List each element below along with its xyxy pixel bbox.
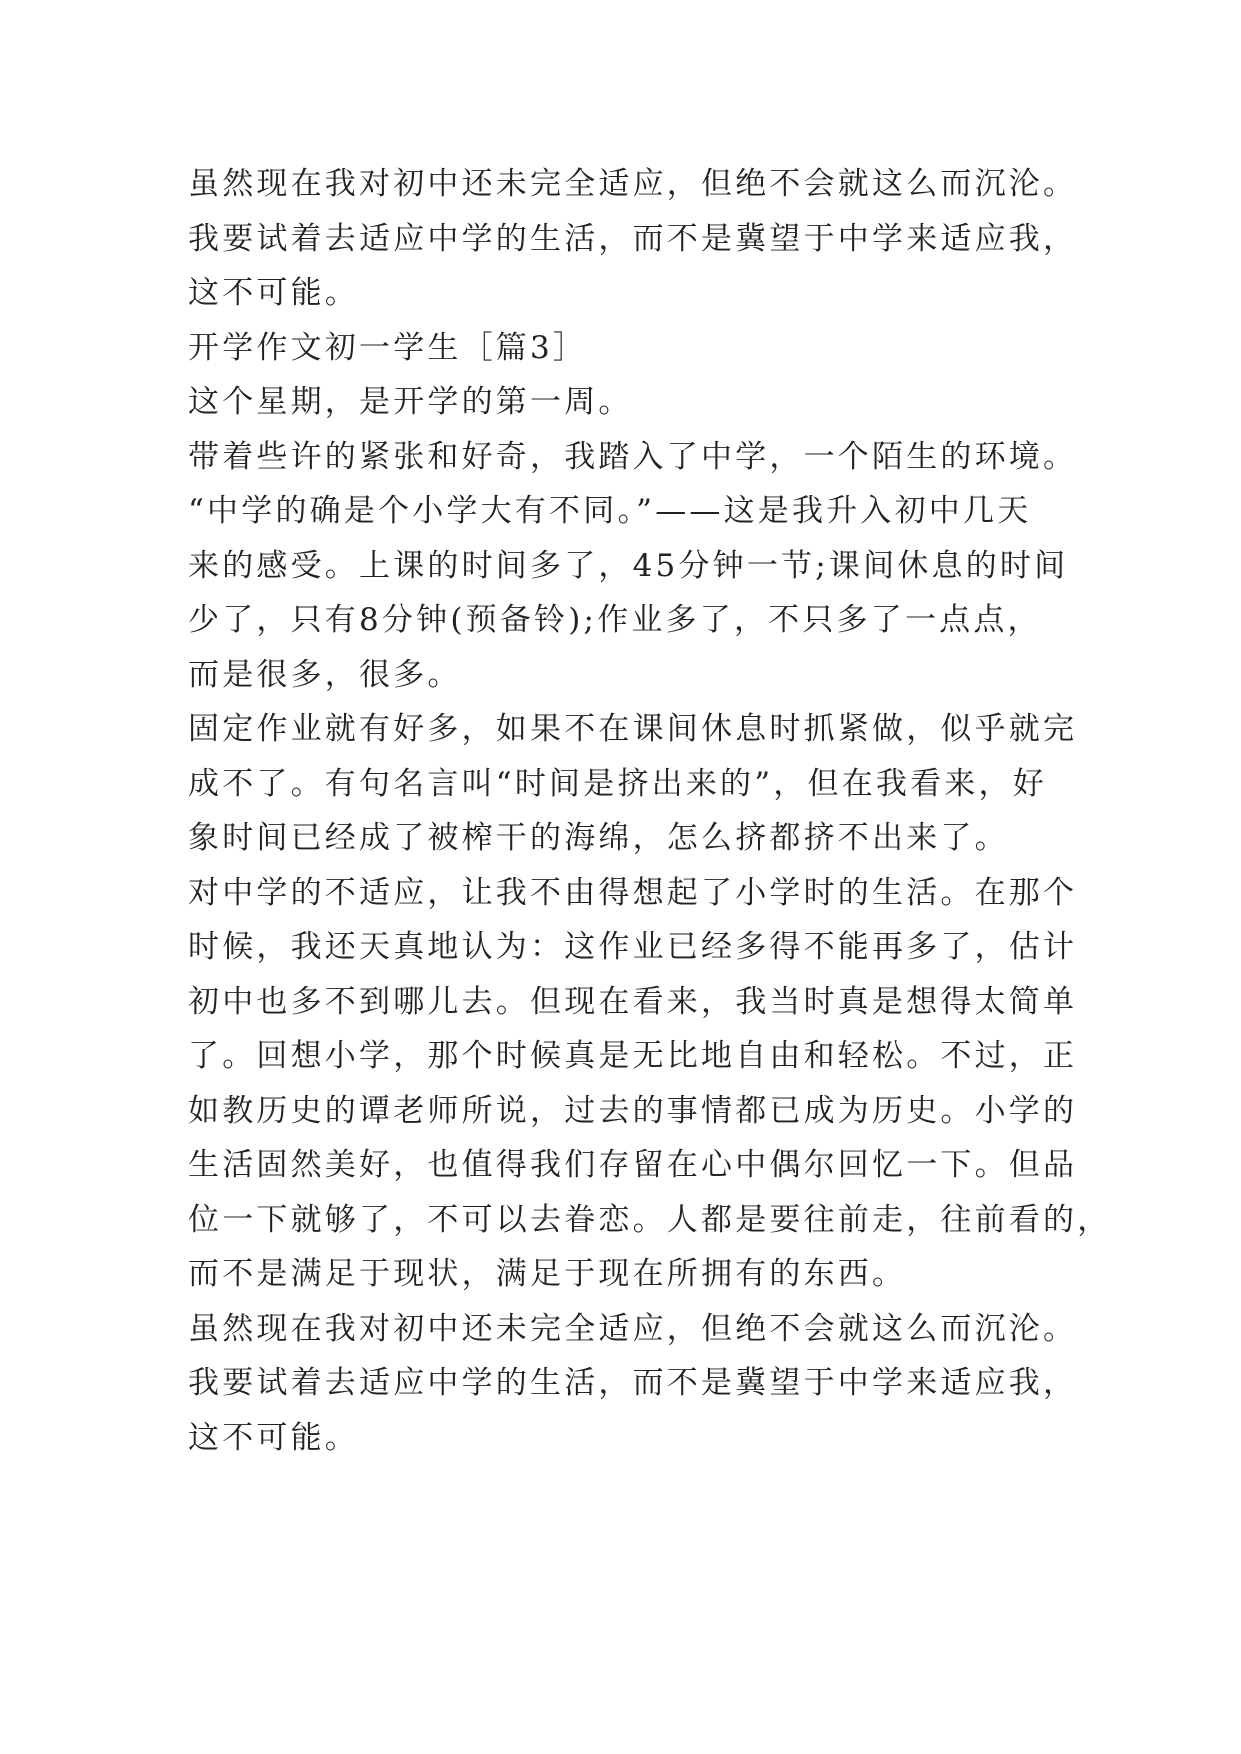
text-line: 这不可能。 [188, 275, 359, 311]
text-line: 虽然现在我对初中还未完全适应，但绝不会就这么而沉沦。 [188, 1310, 1078, 1347]
text-line: 这不可能。 [188, 1419, 359, 1456]
text-line: 生活固然美好，也值得我们存留在心中偶尔回忆一下。但品 [188, 1147, 1078, 1183]
text-line: 我要试着去适应中学的生活，而不是冀望于中学来适应我， [188, 1365, 1078, 1401]
text-line: 虽然现在我对初中还未完全适应，但绝不会就这么而沉沦。 [188, 166, 1078, 202]
text-line: 象时间已经成了被榨干的海绵，怎么挤都挤不出来了。 [188, 820, 1009, 856]
text-line: 如教历史的谭老师所说，过去的事情都已成为历史。小学的 [188, 1092, 1078, 1129]
text-line: 了。回想小学，那个时候真是无比地自由和轻松。不过，正 [188, 1038, 1078, 1074]
text-line: 这个星期，是开学的第一周。 [188, 384, 633, 420]
text-line: 成不了。有句名言叫“时间是挤出来的”，但在我看来，好 [188, 765, 1047, 802]
section-heading: 开学作文初一学生［篇3］ [188, 329, 588, 366]
text-line: 带着些许的紧张和好奇，我踏入了中学，一个陌生的环境。 [188, 438, 1078, 475]
text-line: 位一下就够了，不可以去眷恋。人都是要往前走，往前看的， [188, 1201, 1112, 1238]
text-line: 时候，我还天真地认为：这作业已经多得不能再多了，估计 [188, 929, 1078, 965]
text-line: 我要试着去适应中学的生活，而不是冀望于中学来适应我， [188, 220, 1078, 257]
text-line: 少了，只有8分钟(预备铃);作业多了，不只多了一点点， [188, 602, 1042, 638]
text-line: 固定作业就有好多，如果不在课间休息时抓紧做，似乎就完 [188, 711, 1078, 747]
text-line: “中学的确是个小学大有不同。”——这是我升入初中几天 [188, 493, 1032, 529]
text-line: 对中学的不适应，让我不由得想起了小学时的生活。在那个 [188, 874, 1078, 911]
text-line: 初中也多不到哪儿去。但现在看来，我当时真是想得太简单 [188, 983, 1078, 1020]
text-line: 而不是满足于现状，满足于现在所拥有的东西。 [188, 1256, 907, 1292]
document-page [188, 157, 1112, 1465]
text-line: 来的感受。上课的时间多了，45分钟一节;课间休息的时间 [188, 547, 1069, 584]
text-line: 而是很多，很多。 [188, 656, 462, 693]
